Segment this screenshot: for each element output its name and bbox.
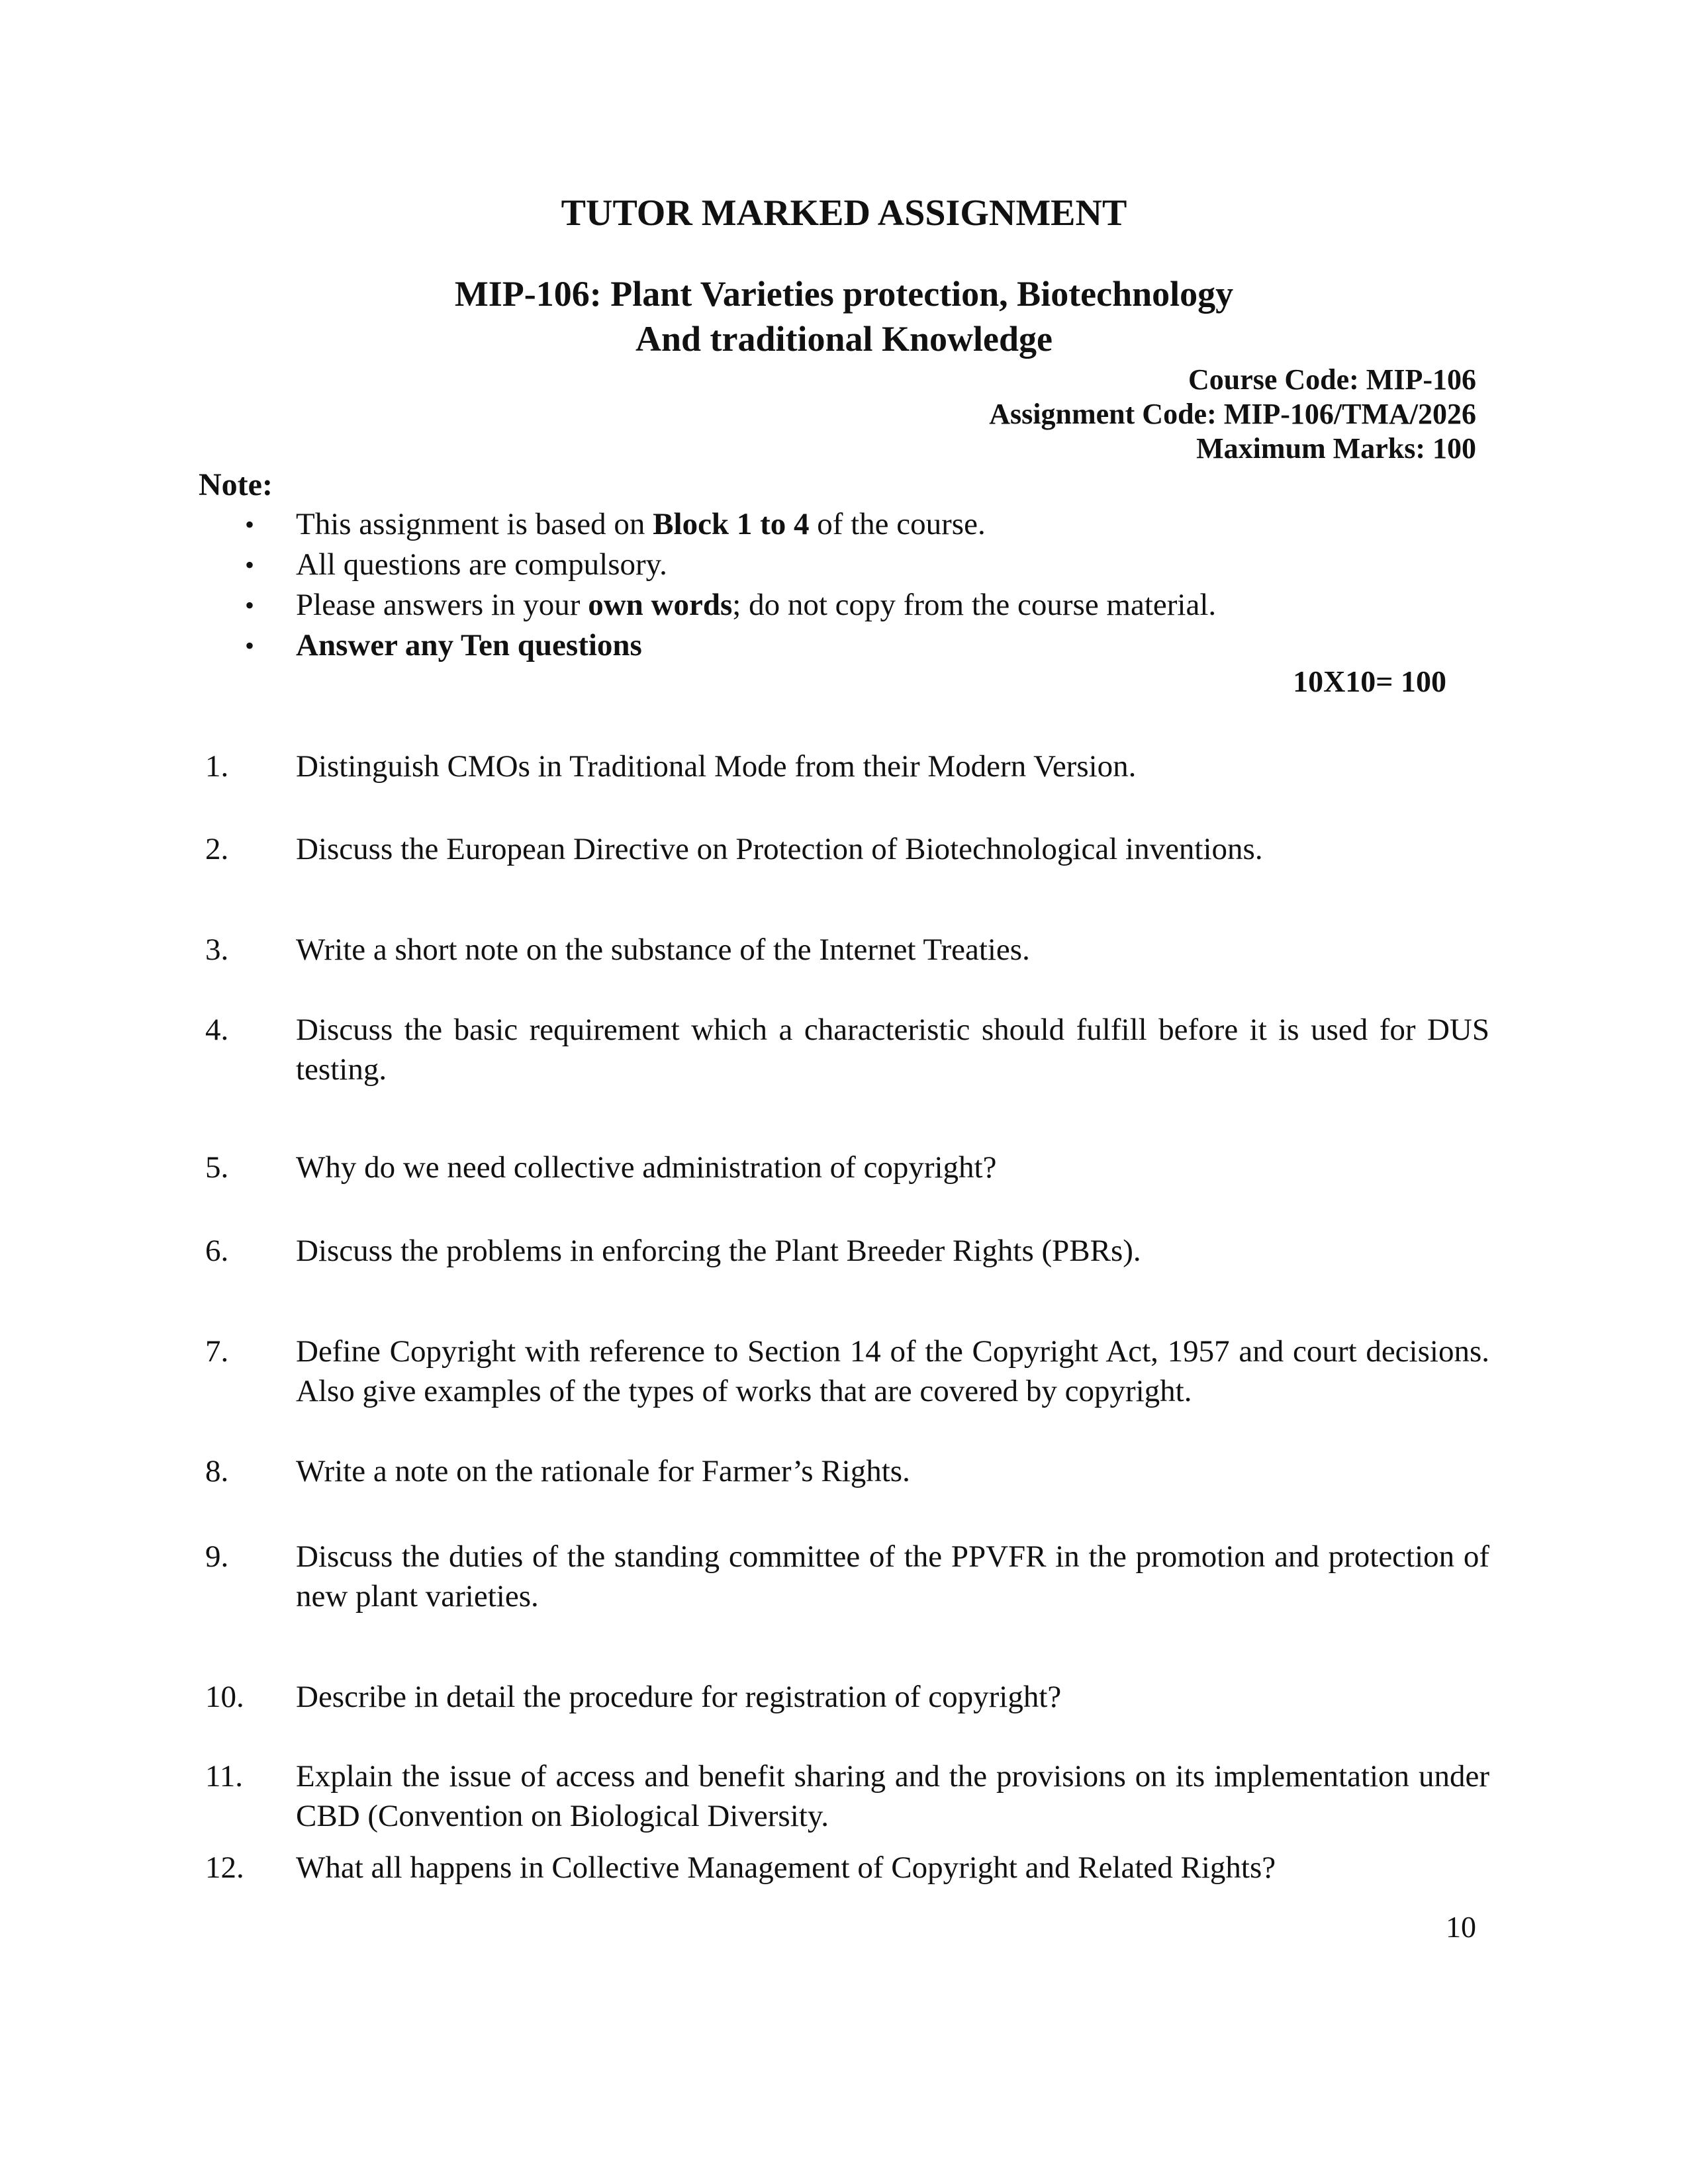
- question-item: [199, 1332, 1489, 1411]
- question-text: Discuss the problems in enforcing the Plant Breeder Rights (PBRs).: [296, 1234, 1141, 1268]
- question-text: Explain the issue of access and benefit sharing and the provisions on its implementation under CBD (Convention on Biological Diversity.: [296, 1759, 1489, 1833]
- bullet-icon: •: [245, 550, 255, 580]
- question-number: 3.: [205, 933, 229, 967]
- note-label: Note:: [199, 467, 273, 502]
- question-item: [199, 1010, 1489, 1089]
- question-number: 5.: [205, 1150, 229, 1185]
- question-text: Describe in detail the procedure for registration of copyright?: [296, 1680, 1062, 1714]
- question-number: 8.: [205, 1454, 229, 1488]
- question-item: [199, 829, 1489, 869]
- question-number: 6.: [205, 1234, 229, 1268]
- note-bold-text: Answer any Ten questions: [296, 628, 642, 662]
- question-text: Why do we need collective administration of copyright?: [296, 1150, 997, 1185]
- question-number: 2.: [205, 832, 229, 866]
- note-text: This assignment is based on: [296, 507, 653, 541]
- course-title-line-2: And traditional Knowledge: [635, 319, 1053, 359]
- course-title: [0, 271, 1688, 361]
- note-text: Please answers in your: [296, 588, 588, 622]
- question-text: Distinguish CMOs in Traditional Mode from their Modern Version.: [296, 749, 1137, 784]
- note-item: [245, 625, 1536, 666]
- question-number: 10.: [205, 1680, 244, 1714]
- note-text: ; do not copy from the course material.: [732, 588, 1217, 622]
- course-title-line-1: MIP-106: Plant Varieties protection, Biotechnology: [454, 274, 1234, 314]
- note-bold-text: Block 1 to 4: [653, 507, 810, 541]
- question-text: Discuss the European Directive on Protection of Biotechnological inventions.: [296, 832, 1263, 866]
- question-number: 7.: [205, 1334, 229, 1369]
- bullet-icon: •: [245, 631, 255, 660]
- question-item: [199, 930, 1489, 970]
- question-number: 4.: [205, 1013, 229, 1047]
- maximum-marks: Maximum Marks: 100: [1196, 432, 1476, 465]
- bullet-icon: •: [245, 510, 255, 539]
- question-item: [199, 1677, 1489, 1717]
- question-item: [199, 1148, 1489, 1187]
- question-text: Discuss the basic requirement which a characteristic should fulfill before it is used for DUS testing.: [296, 1013, 1489, 1087]
- question-text: Discuss the duties of the standing committee of the PPVFR in the promotion and protection of new plant varieties.: [296, 1539, 1489, 1614]
- question-text: Write a note on the rationale for Farmer’s Rights.: [296, 1454, 910, 1488]
- question-number: 1.: [205, 749, 229, 784]
- question-item: [199, 1231, 1489, 1271]
- assignment-code: Assignment Code: MIP-106/TMA/2026: [989, 398, 1476, 430]
- note-item: [245, 585, 1536, 625]
- course-code: Course Code: MIP-106: [1188, 363, 1476, 396]
- question-item: [199, 1848, 1489, 1888]
- question-number: 12.: [205, 1850, 244, 1885]
- question-item: [199, 1451, 1489, 1491]
- question-item: [199, 747, 1489, 786]
- page-number: 10: [1446, 1910, 1476, 1944]
- question-text: Write a short note on the substance of the Internet Treaties.: [296, 933, 1030, 967]
- note-item: [245, 504, 1536, 545]
- question-text: Define Copyright with reference to Section 14 of the Copyright Act, 1957 and court decisions. Also give examples of the types of works that are covered by copyright.: [296, 1334, 1489, 1408]
- question-number: 9.: [205, 1539, 229, 1574]
- marks-formula: 10X10= 100: [1293, 664, 1446, 698]
- note-item: [245, 545, 1536, 585]
- question-number: 11.: [205, 1759, 244, 1794]
- question-text: What all happens in Collective Management of Copyright and Related Rights?: [296, 1850, 1276, 1885]
- bullet-icon: •: [245, 590, 255, 620]
- note-list: [245, 504, 1536, 666]
- note-text: All questions are compulsory.: [296, 547, 667, 582]
- note-bold-text: own words: [588, 588, 733, 622]
- question-item: [199, 1756, 1489, 1836]
- note-text: of the course.: [809, 507, 986, 541]
- question-item: [199, 1537, 1489, 1616]
- page-title: TUTOR MARKED ASSIGNMENT: [561, 193, 1127, 234]
